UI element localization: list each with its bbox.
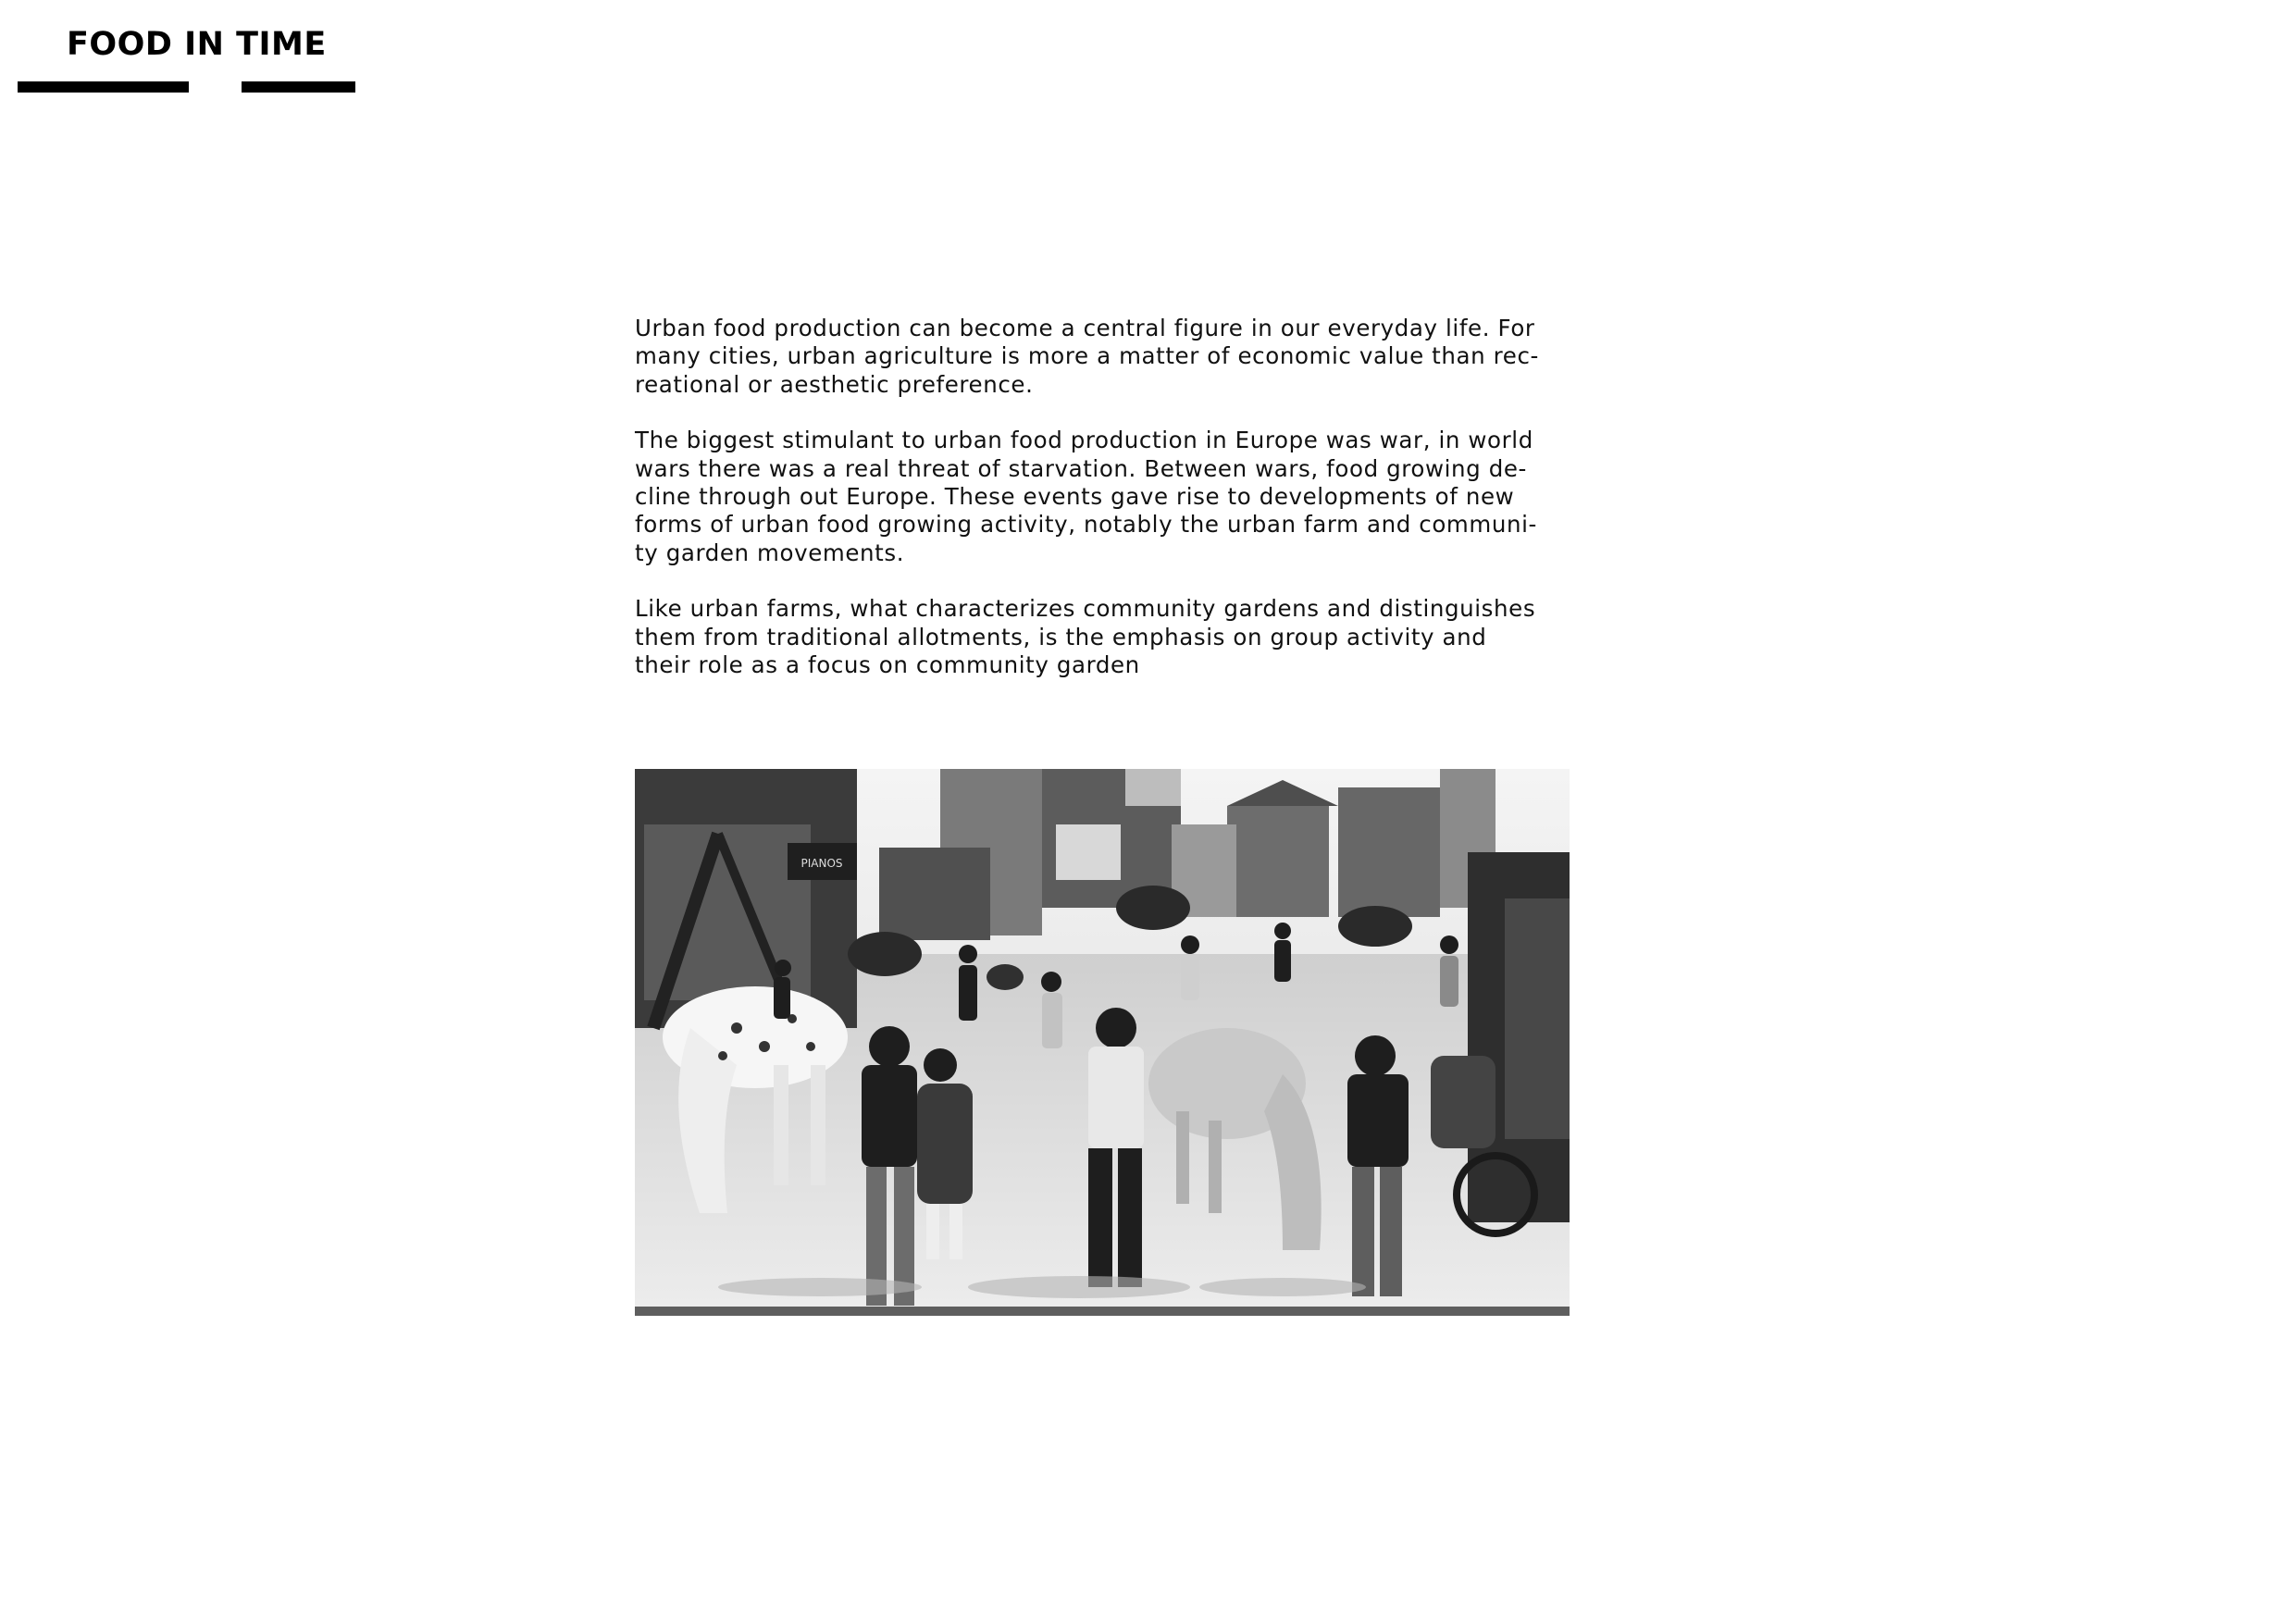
title-underline-left bbox=[18, 81, 189, 93]
article-body bbox=[635, 315, 1571, 707]
page-title: FOOD IN TIME bbox=[67, 26, 327, 63]
page-header bbox=[0, 0, 370, 102]
paragraph-intro: Urban food production can become a central figure in our everyday life. For many cities, urban agriculture is more a matter of economic value than rec- reational or aesthetic preference. bbox=[635, 315, 1539, 398]
paragraph-war: The biggest stimulant to urban food production in Europe was war, in world wars there was a real threat of starvation. Between wars, food growing de- cline through out Europe. These events gave rise to developments of new forms of urban food growing activity, notably the urban farm and communi- ty garden movements. bbox=[635, 427, 1537, 566]
title-underline-right bbox=[242, 81, 355, 93]
photo-figure bbox=[635, 769, 1570, 1316]
urban-farm-photo bbox=[635, 769, 1570, 1307]
shop-sign-text: PIANOS bbox=[800, 857, 843, 870]
photo-bottom-bar bbox=[635, 1307, 1570, 1316]
paragraph-community-gardens: Like urban farms, what characterizes community gardens and distinguishes them from traditional allotments, is the emphasis on group activity and their role as a focus on community garden bbox=[635, 595, 1536, 679]
